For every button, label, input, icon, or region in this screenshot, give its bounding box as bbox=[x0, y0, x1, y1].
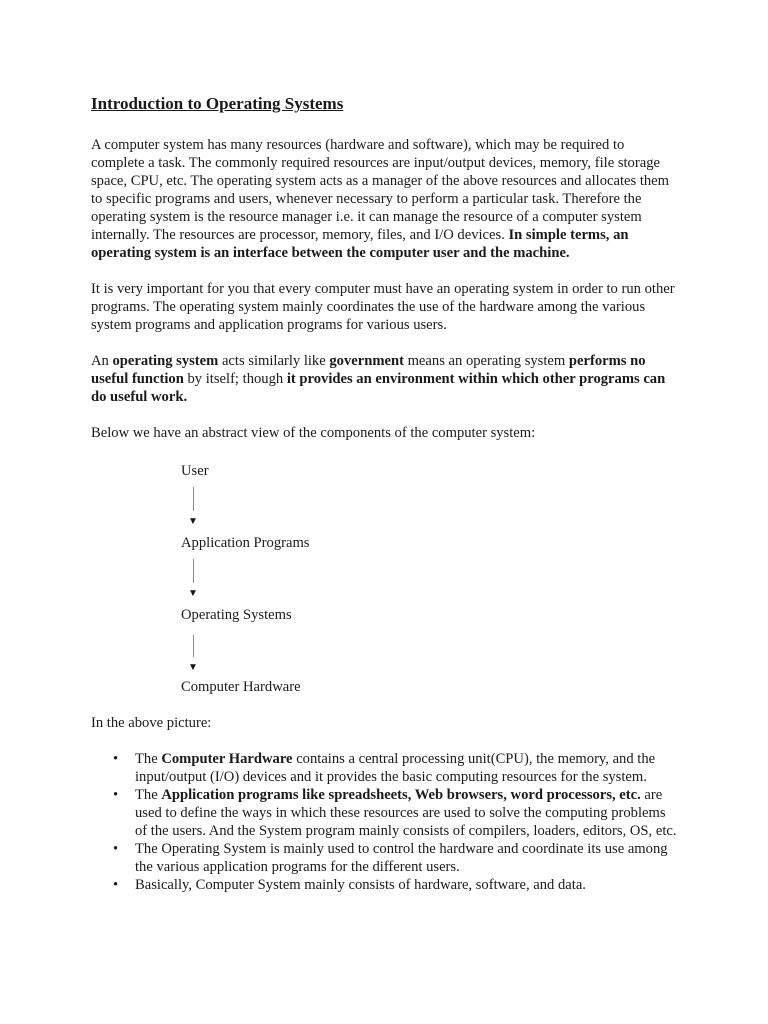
bullet-icon: • bbox=[113, 751, 119, 767]
diagram-connector bbox=[181, 624, 221, 678]
bold-fragment: government bbox=[329, 353, 404, 369]
diagram-connector bbox=[181, 480, 221, 534]
arrow-down-icon: ▼ bbox=[188, 662, 198, 673]
list-item bbox=[113, 750, 681, 786]
paragraph-resources bbox=[91, 136, 681, 262]
diagram-node-user: User bbox=[181, 463, 209, 479]
bold-fragment: it provides an environment within which other programs can do useful work. bbox=[91, 371, 666, 405]
arrow-down-icon: ▼ bbox=[188, 516, 198, 527]
text-fragment: contains a central processing unit(CPU), the memory, and the input/output (I/O) devices and it provides the basic computing resources for the system. bbox=[135, 751, 656, 785]
diagram-connector bbox=[181, 552, 221, 606]
text-fragment: means an operating system bbox=[403, 353, 569, 369]
component-diagram bbox=[181, 462, 681, 696]
bold-fragment: performs no useful function bbox=[91, 353, 646, 387]
paragraph-picture-intro: In the above picture: bbox=[91, 715, 212, 731]
bullet-icon: • bbox=[113, 841, 119, 857]
paragraph-importance: It is very important for you that every computer must have an operating system in order to run other programs. The operating system mainly coordinates the use of the hardware among the various system programs and application programs for various users. bbox=[91, 281, 675, 333]
text-fragment: The bbox=[135, 787, 162, 803]
bullet-icon: • bbox=[113, 787, 119, 803]
bold-fragment: Application programs like spreadsheets, Web browsers, word processors, etc. bbox=[161, 787, 641, 803]
text-fragment: An bbox=[91, 353, 113, 369]
diagram-node-application-programs: Application Programs bbox=[181, 535, 310, 551]
bold-fragment: operating system bbox=[112, 353, 219, 369]
text-fragment: acts similarly like bbox=[218, 353, 330, 369]
connector-line bbox=[193, 487, 194, 511]
text-fragment: The Operating System is mainly used to control the hardware and coordinate its use among the various application programs for the different users. bbox=[135, 841, 668, 875]
text-fragment: are used to define the ways in which these resources are used to solve the computing problems of the users. And the System program mainly consists of compilers, loaders, editors, OS, etc. bbox=[135, 787, 677, 839]
list-item bbox=[113, 876, 681, 894]
list-item bbox=[113, 840, 681, 876]
paragraph-abstract-view-intro: Below we have an abstract view of the components of the computer system: bbox=[91, 425, 536, 441]
connector-line bbox=[193, 559, 194, 583]
diagram-node-operating-systems: Operating Systems bbox=[181, 607, 292, 623]
document-page bbox=[91, 94, 681, 894]
paragraph-bold-text: In simple terms, an operating system is an interface between the computer user and the machine. bbox=[91, 227, 629, 261]
connector-line bbox=[193, 635, 194, 657]
paragraph-text: A computer system has many resources (hardware and software), which may be required to complete a task. The commonly required resources are input/output devices, memory, file storage space, CPU, etc. The operating system acts as a manager of the above resources and allocates them to specific programs and users, whenever necessary to perform a particular task. Therefore the operating system is the resource manager i.e. it can manage the resource of a computer system internally. The resources are processor, memory, files, and I/O devices. bbox=[91, 137, 669, 243]
bullet-icon: • bbox=[113, 877, 119, 893]
diagram-node-computer-hardware: Computer Hardware bbox=[181, 679, 301, 695]
text-fragment: Basically, Computer System mainly consists of hardware, software, and data. bbox=[135, 877, 586, 893]
bold-fragment: Computer Hardware bbox=[161, 751, 293, 767]
paragraph-government-analogy bbox=[91, 352, 681, 406]
text-fragment: by itself; though bbox=[183, 371, 287, 387]
text-fragment: The bbox=[135, 751, 162, 767]
page-title: Introduction to Operating Systems bbox=[91, 94, 344, 113]
arrow-down-icon: ▼ bbox=[188, 588, 198, 599]
list-item bbox=[113, 786, 681, 840]
explanation-list bbox=[91, 750, 681, 894]
